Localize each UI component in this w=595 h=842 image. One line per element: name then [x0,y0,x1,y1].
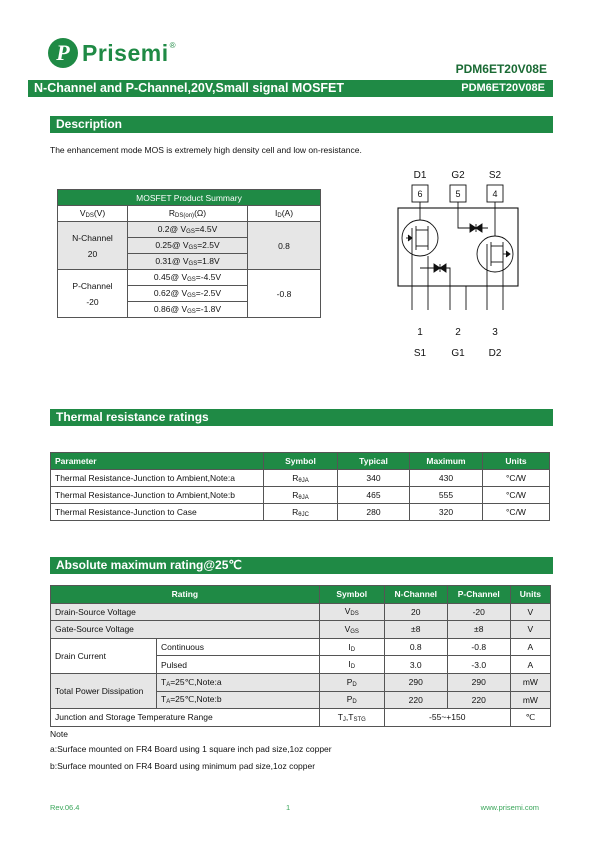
pin-number-3: 3 [492,327,498,338]
thermal-col-typical: Typical [338,453,410,470]
description-heading: Description [50,116,553,133]
abs-n-value: 0.8 [384,638,447,656]
thermal-unit: °C/W [483,504,550,521]
thermal-unit: °C/W [483,470,550,487]
n-rdson-2: 0.25@ $V_{GS}=2.5V$ [128,238,248,254]
brand-logo [48,38,176,68]
thermal-col-parameter: Parameter [51,453,264,470]
abs-p-value: 290 [447,673,510,691]
thermal-param: Thermal Resistance-Junction to Ambient,Note:b [51,487,264,504]
thermal-unit: °C/W [483,487,550,504]
abs-temp-range: -55~+150 [384,709,510,727]
table-row [51,638,551,656]
table-row [51,603,551,621]
absolute-heading: Absolute maximum rating@25℃ [50,557,553,574]
description-text: The enhancement mode MOS is extremely high density cell and low on-resistance. [50,145,362,155]
registered-mark: ® [169,40,176,50]
n-channel-cell: N-Channel 20 [58,222,128,270]
thermal-maximum: 320 [410,504,483,521]
p-id-cell: -0.8 [248,270,321,318]
col-rdson-header: $R_{DS(on)}(\Omega)$ [128,206,248,222]
title-part-number: PDM6ET20V08E [461,82,545,94]
n-id-cell: 0.8 [248,222,321,270]
thermal-param: Thermal Resistance-Junction to Case [51,504,264,521]
abs-unit: V [510,603,550,621]
thermal-typical: 340 [338,470,410,487]
thermal-typical: 465 [338,487,410,504]
pin-label-g1: G1 [451,348,465,359]
n-rdson-3: 0.31@ $V_{GS}=1.8V$ [128,254,248,270]
table-row [51,487,550,504]
abs-symbol: $I_D$ [319,638,384,656]
n-rdson-1: 0.2@ $V_{GS}=4.5V$ [128,222,248,238]
p-channel-cell: P-Channel -20 [58,270,128,318]
abs-n-value: 3.0 [384,656,447,674]
abs-subrating: $T_A=25℃,Note:a$ [157,673,320,691]
abs-symbol: $T_J,T_{STG}$ [319,709,384,727]
abs-col-units: Units [510,586,550,604]
note-a: a:Surface mounted on FR4 Board using 1 square inch pad size,1oz copper [50,744,332,754]
table-row [51,673,551,691]
pin-label-d2: D2 [488,348,502,359]
logo-letter: P [56,40,70,65]
pin-label-s1: S1 [413,348,427,359]
thermal-maximum: 430 [410,470,483,487]
abs-symbol: $V_{GS}$ [319,621,384,639]
abs-col-nchannel: N-Channel [384,586,447,604]
note-title: Note [50,729,68,739]
abs-symbol: $P_D$ [319,673,384,691]
mosfet-summary-table [57,189,321,318]
absolute-max-table [50,585,551,727]
abs-subrating: $T_A=25℃,Note:b$ [157,691,320,709]
thermal-symbol: $R_{\theta JA}$ [264,487,338,504]
thermal-col-maximum: Maximum [410,453,483,470]
abs-unit: ℃ [510,709,550,727]
pin-label-g2: G2 [451,170,465,181]
footer-revision: Rev.06.4 [50,803,80,812]
abs-subrating: Continuous [157,638,320,656]
col-vds-header: $V_{DS}(V)$ [58,206,128,222]
abs-p-value: -0.8 [447,638,510,656]
thermal-symbol: $R_{\theta JA}$ [264,470,338,487]
abs-p-value: ±8 [447,621,510,639]
abs-col-pchannel: P-Channel [447,586,510,604]
thermal-col-units: Units [483,453,550,470]
thermal-maximum: 555 [410,487,483,504]
pin-number-4: 4 [492,189,498,199]
abs-unit: V [510,621,550,639]
thermal-col-symbol: Symbol [264,453,338,470]
abs-unit: mW [510,673,550,691]
pin-number-2: 2 [455,327,461,338]
p-rdson-2: 0.62@ $V_{GS}=-2.5V$ [128,286,248,302]
thermal-param: Thermal Resistance-Junction to Ambient,Note:a [51,470,264,487]
logo-mark-icon [48,38,78,68]
footer-url[interactable]: www.prisemi.com [480,803,539,812]
brand-name: Prisemi [82,39,169,66]
abs-rating: Drain Current [51,638,157,673]
abs-n-value: ±8 [384,621,447,639]
thermal-table [50,452,550,521]
table-row [51,470,550,487]
abs-rating: Drain-Source Voltage [51,603,320,621]
pin-label-d1: D1 [413,170,427,181]
abs-unit: mW [510,691,550,709]
p-rdson-1: 0.45@ $V_{GS}=-4.5V$ [128,270,248,286]
abs-rating: Junction and Storage Temperature Range [51,709,320,727]
pin-number-5: 5 [455,189,461,199]
table-row [51,621,551,639]
abs-rating: Gate-Source Voltage [51,621,320,639]
abs-symbol: $P_D$ [319,691,384,709]
summary-table-title: MOSFET Product Summary [58,190,321,206]
footer-page-number: 1 [286,803,291,812]
abs-p-value: -3.0 [447,656,510,674]
pin-label-s2: S2 [488,170,502,181]
abs-rating: Total Power Dissipation [51,673,157,708]
abs-p-value: 220 [447,691,510,709]
p-rdson-3: 0.86@ $V_{GS}=-1.8V$ [128,302,248,318]
abs-col-symbol: Symbol [319,586,384,604]
pin-number-6: 6 [417,189,423,199]
table-row [51,709,551,727]
abs-subrating: Pulsed [157,656,320,674]
abs-symbol: $V_{DS}$ [319,603,384,621]
table-row [51,504,550,521]
abs-n-value: 20 [384,603,447,621]
part-number-top: PDM6ET20V08E [455,62,547,76]
abs-n-value: 220 [384,691,447,709]
pin-number-1: 1 [417,327,423,338]
thermal-heading: Thermal resistance ratings [50,409,553,426]
abs-p-value: -20 [447,603,510,621]
abs-col-rating: Rating [51,586,320,604]
title-bar [28,80,553,97]
abs-unit: A [510,638,550,656]
thermal-symbol: $R_{\theta JC}$ [264,504,338,521]
thermal-typical: 280 [338,504,410,521]
col-id-header: $I_D(A)$ [248,206,321,222]
abs-symbol: $I_D$ [319,656,384,674]
note-b: b:Surface mounted on FR4 Board using minimum pad size,1oz copper [50,761,316,771]
pinout-diagram [370,160,545,365]
document-title: N-Channel and P-Channel,20V,Small signal MOSFET [34,81,345,95]
abs-unit: A [510,656,550,674]
abs-n-value: 290 [384,673,447,691]
